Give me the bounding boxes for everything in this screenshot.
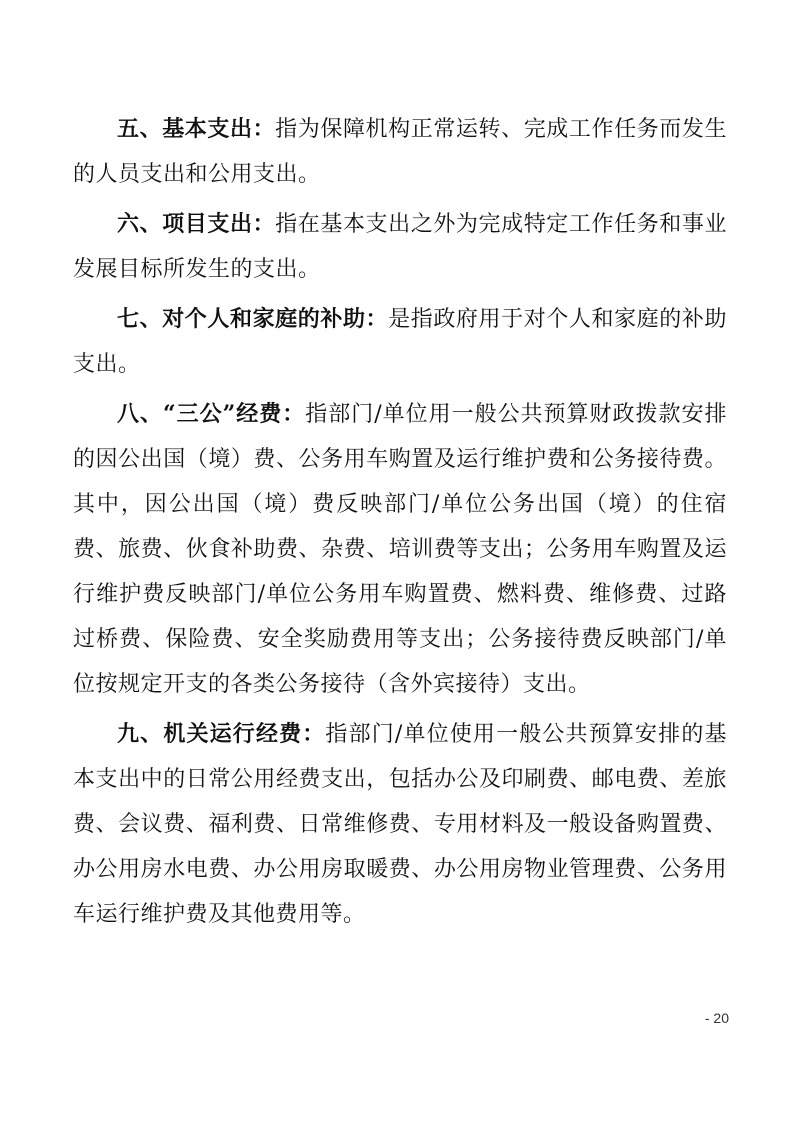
paragraph xyxy=(73,107,727,197)
paragraph-label: 八、“三公”经费： xyxy=(117,401,306,427)
paragraph-body: 指部门/单位使用一般公共预算安排的基本支出中的日常公用经费支出，包括办公及印刷费、邮电费、差旅费、会议费、福利费、日常维修费、专用材料及一般设备购置费、办公用房水电费、办公用房取暖费、办公用房物业管理费、公务用车运行维护费及其他费用等。 xyxy=(73,722,727,927)
paragraph xyxy=(73,202,727,292)
paragraph-label: 五、基本支出： xyxy=(117,116,276,142)
paragraph-body: 指部门/单位用一般公共预算财政拨款安排的因公出国（境）费、公务用车购置及运行维护费和公务接待费。其中，因公出国（境）费反映部门/单位公务出国（境）的住宿费、旅费、伙食补助费、杂费、培训费等支出；公务用车购置及运行维护费反映部门/单位公务用车购置费、燃料费、维修费、过路过桥费、保险费、安全奖励费用等支出；公务接待费反映部门/单位按规定开支的各类公务接待（含外宾接待）支出。 xyxy=(73,402,727,697)
paragraph xyxy=(73,392,727,707)
paragraph-body: 指为保障机构正常运转、完成工作任务而发生的人员支出和公用支出。 xyxy=(73,117,727,187)
paragraph-body: 指在基本支出之外为完成特定工作任务和事业发展目标所发生的支出。 xyxy=(73,212,727,282)
page-number: - 20 xyxy=(704,1010,729,1026)
paragraph-label: 九、机关运行经费： xyxy=(117,721,326,747)
paragraph xyxy=(73,297,727,387)
paragraph-body: 是指政府用于对个人和家庭的补助支出。 xyxy=(73,307,727,377)
paragraph-label: 六、项目支出： xyxy=(117,211,276,237)
paragraph xyxy=(73,712,727,937)
document-body xyxy=(73,107,727,942)
paragraph-label: 七、对个人和家庭的补助： xyxy=(117,306,389,332)
